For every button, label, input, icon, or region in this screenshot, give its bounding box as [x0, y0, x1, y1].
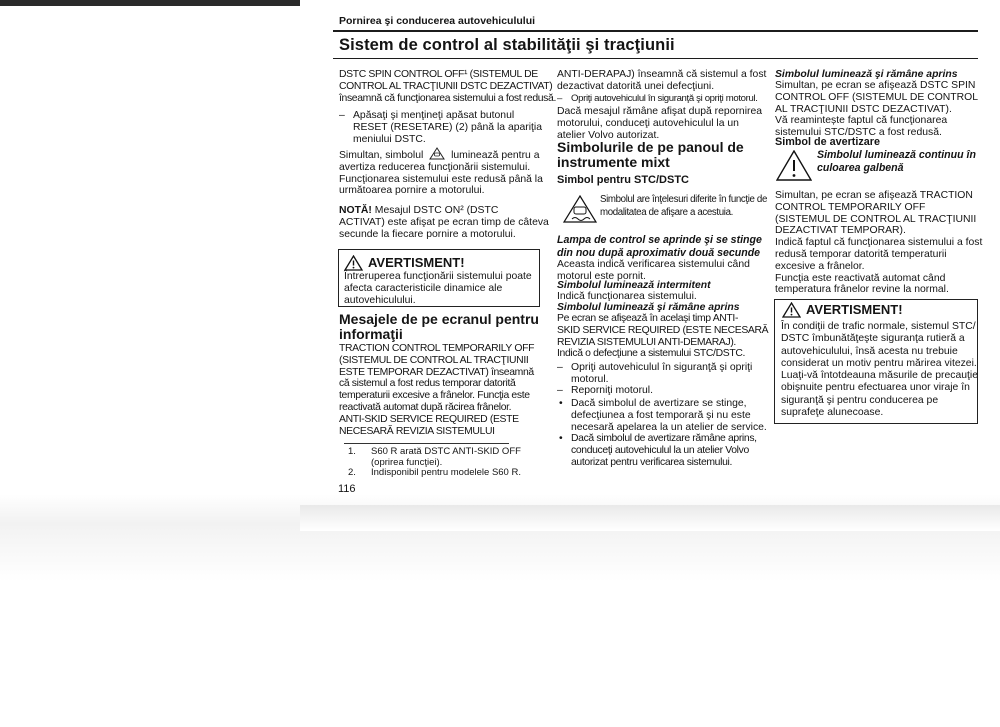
text-line: Simultan, pe ecran se afişează DSTC SPIN — [775, 80, 976, 91]
title-rule — [333, 58, 978, 59]
text-line: AL TRACŢIUNII DSTC DEZACTIVAT). — [775, 103, 952, 115]
text-line: CONTROL AL TRACŢIUNII DSTC DEZACTIVAT) — [339, 80, 553, 92]
bullet-dash: – — [557, 385, 563, 396]
dstc-off-paragraph — [339, 69, 556, 104]
info-messages-text — [339, 343, 534, 437]
list-item — [571, 433, 757, 468]
heading-line: informaţii — [339, 326, 403, 342]
intermittent-text: Indică funcţionarea sistemului. — [557, 291, 697, 302]
note-label: NOTĂ! — [339, 205, 372, 216]
text-line: avertiza reducerea funcţionării sistemului. — [339, 161, 531, 173]
text-line: (oprirea funcţiei). — [371, 456, 443, 468]
text-line: Întreruperea funcţionării sistemului poate — [344, 271, 532, 282]
text-line: Dacă simbolul de avertizare rămâne aprins, — [571, 433, 757, 444]
text-line: necesară apelarea la un atelier de service. — [571, 421, 767, 433]
header-rule — [333, 30, 978, 32]
text-line: autorizat pentru verificarea sistemului. — [571, 456, 732, 468]
yellow-symbol-heading — [817, 149, 976, 175]
text-line: CONTROL TEMPORARILY OFF — [775, 201, 926, 213]
symbol-paragraph — [339, 147, 543, 197]
text-line: motorul este pornit. — [557, 270, 646, 282]
heading-line: Lampa de control se aprinde şi se stinge — [557, 234, 762, 246]
text-fragment: Simultan, simbolul — [339, 150, 424, 161]
scan-edge-shadow — [0, 0, 300, 6]
info-display-heading — [339, 312, 539, 342]
section-header: Pornirea şi conducerea autovehiculului — [339, 15, 536, 27]
text-fragment: luminează pentru a — [451, 150, 540, 161]
footnote — [371, 447, 521, 468]
text-line: siguranţă şi pentru conducerea pe — [781, 394, 939, 406]
text-line: Reporniţi motorul. — [571, 385, 654, 396]
skid-car-icon — [429, 147, 445, 160]
list-item — [571, 362, 752, 386]
page-number: 116 — [338, 483, 356, 495]
intermittent-heading: Simbolul luminează intermitent — [557, 280, 711, 291]
text-line: TRACTION CONTROL TEMPORARILY OFF — [339, 343, 535, 354]
text-line: reactivată automat după răcirea frânelor. — [339, 401, 512, 413]
warning-title: AVERTISMENT! — [368, 255, 465, 270]
text-line: ACTIVAT) este afişat pe ecran timp de câteva — [339, 216, 549, 228]
lit-text — [557, 313, 768, 360]
text-line: afecta caracteristicile dinamice ale — [344, 282, 503, 294]
text-line: Dacă mesajul rămâne afişat după repornirea — [557, 106, 763, 117]
bullet-dot: • — [559, 433, 563, 444]
text-line: motorului, conduceţi autovehiculul la un — [557, 117, 739, 129]
text-line: înseamnă că funcţionarea sistemului a fost redusă. — [339, 92, 556, 104]
lit-heading: Simbolul luminează şi rămâne aprins — [557, 302, 740, 313]
text-line: (SISTEMUL DE CONTROL AL TRACŢIUNII — [775, 213, 977, 225]
reset-instruction — [353, 110, 542, 145]
bullet-dash: – — [557, 93, 562, 104]
lamp-heading — [557, 234, 762, 260]
text-line: motorul. — [571, 373, 609, 385]
instrument-panel-heading — [557, 140, 744, 170]
bullet-dot: • — [559, 398, 563, 409]
text-line: suprafeţe alunecoase. — [781, 407, 884, 419]
text-line: Indică faptul că funcţionarea sistemului a fost — [775, 237, 983, 249]
note-paragraph — [339, 205, 549, 240]
list-item — [571, 385, 653, 397]
text-line: temperaturii excesive a frânelor. Funcţia este — [339, 390, 530, 402]
text-line: DEZACTIVAT TEMPORAR). — [775, 225, 906, 237]
text-line: autovehiculului, însă acesta nu trebuie — [781, 345, 958, 357]
page-title: Sistem de control al stabilităţii şi tracţiunii — [339, 36, 675, 54]
text-line: ESTE TEMPORAR DEZACTIVAT) înseamnă — [339, 366, 534, 378]
text-line: Funcţia este reactivată automat când — [775, 272, 946, 284]
stc-dstc-symbol-heading: Simbol pentru STC/DSTC — [557, 174, 689, 186]
text-line: (SISTEMUL DE CONTROL AL TRACŢIUNII — [339, 354, 529, 366]
text-line: Indisponibil pentru modelele S60 R. — [371, 467, 521, 478]
heading-line: Mesajele de pe ecranul pentru — [339, 311, 539, 327]
text-line: În condiţii de trafic normale, sistemul STC/ — [781, 321, 976, 332]
lit-text — [775, 80, 978, 139]
text-line: SKID SERVICE REQUIRED (ESTE NECESARĂ — [557, 324, 769, 336]
warning-text — [781, 321, 978, 419]
list-item — [571, 398, 767, 433]
text-line: defecţiunea a fost temporară şi nu este — [571, 409, 751, 421]
footnote-number: 2. — [348, 467, 356, 478]
text-line: următoarea pornire a motorului. — [339, 185, 485, 197]
anti-skid-paragraph — [557, 69, 766, 93]
text-fragment: Mesajul DSTC ON² (DSTC — [371, 205, 499, 216]
footnote-number: 1. — [348, 446, 356, 457]
text-line: Simbolul are înţelesuri diferite în funcţie de — [600, 194, 767, 205]
text-line: Opriţi autovehiculul în siguranţă şi opriţi — [571, 362, 753, 373]
heading-line: culoarea galbenă — [817, 162, 904, 174]
skid-car-icon — [563, 195, 597, 223]
text-line: Vă reamintește faptul că funcţionarea — [775, 115, 948, 127]
text-line: Aceasta indică verificarea sistemului când — [557, 259, 750, 270]
text-line: ANTI-DERAPAJ) înseamnă că sistemul a fost — [557, 69, 767, 80]
text-line: REVIZIA SISTEMULUI ANTI-DEMARAJ). — [557, 336, 736, 348]
text-line: temperatura frânelor revine la normal. — [775, 284, 949, 296]
bullet-dash: – — [339, 110, 345, 121]
text-line: Dacă simbolul de avertizare se stinge, — [571, 398, 747, 409]
stop-vehicle-instruction: Opriţi autovehiculul în siguranţă şi opriţi motorul. — [571, 93, 758, 104]
restart-paragraph — [557, 106, 762, 141]
text-line: excesive a frânelor. — [775, 260, 865, 272]
text-line: ANTI-SKID SERVICE REQUIRED (ESTE — [339, 413, 519, 425]
heading-line: instrumente mixt — [557, 154, 670, 170]
text-line: Simultan, pe ecran se afişează TRACTION — [775, 190, 973, 201]
text-line: sistemului STC/DSTC a fost redusă. — [775, 127, 942, 139]
heading-line: Simbolurile de pe panoul de — [557, 139, 744, 155]
text-line: redusă temporar datorită temperaturii — [775, 248, 947, 260]
heading-line: din nou după aproximativ două secunde — [557, 247, 761, 259]
text-line: obişnuite pentru efectuarea unor viraje în — [781, 382, 970, 394]
lit-heading: Simbolul luminează şi rămâne aprins — [775, 69, 958, 80]
warning-symbol-heading: Simbol de avertizare — [775, 136, 881, 148]
text-line: modalitatea de afişare a acestuia. — [600, 207, 733, 218]
text-line: NECESARĂ REVIZIA SISTEMULUI — [339, 425, 495, 437]
warning-title: AVERTISMENT! — [806, 302, 903, 317]
warning-triangle-icon — [344, 255, 363, 271]
heading-line: Simbolul luminează continuu în — [817, 149, 976, 161]
page-bottom-edge — [300, 505, 1000, 531]
text-line: CONTROL OFF (SISTEMUL DE CONTROL — [775, 91, 979, 103]
text-line: dezactivat datorită unei defecţiuni. — [557, 80, 715, 92]
text-line: că sistemul a fost redus temporar datorită — [339, 378, 516, 390]
text-line: Apăsaţi şi menţineţi apăsat butonul — [353, 110, 515, 121]
text-line: conduceţi autovehiculul la un atelier Volvo — [571, 444, 749, 456]
text-line: DSTC îmbunătăţeşte siguranţa rutieră a — [781, 333, 965, 345]
text-line: autovehiculului. — [344, 294, 416, 306]
text-line: atelier Volvo autorizat. — [557, 129, 660, 141]
text-line: RESET (RESETARE) (2) până la apariţia — [353, 121, 543, 133]
footnote — [371, 468, 521, 479]
footnote-rule — [344, 443, 509, 444]
text-line: Indică o defecţiune a sistemului STC/DSTC. — [557, 348, 746, 360]
warning-triangle-icon — [776, 150, 812, 181]
text-line: Luaţi-vă întotdeauna măsurile de precauţie — [781, 370, 978, 382]
yellow-symbol-text — [775, 190, 982, 296]
warning-text — [344, 271, 532, 306]
text-line: meniului DSTC. — [353, 133, 426, 145]
text-line: considerat un motiv pentru mărirea vitezei. — [781, 357, 977, 369]
text-line: Pe ecran se afişează în acelaşi timp ANTI- — [557, 313, 739, 324]
text-line: secunde la fiecare pornire a motorului. — [339, 228, 516, 240]
warning-triangle-icon — [782, 302, 801, 318]
bullet-dash: – — [557, 362, 563, 373]
symbol-meaning-text — [600, 193, 767, 219]
text-line: Funcţionarea sistemului este redusă până la — [339, 173, 543, 185]
text-line: DSTC SPIN CONTROL OFF¹ (SISTEMUL DE — [339, 69, 538, 80]
text-line: S60 R arată DSTC ANTI-SKID OFF — [371, 446, 521, 457]
